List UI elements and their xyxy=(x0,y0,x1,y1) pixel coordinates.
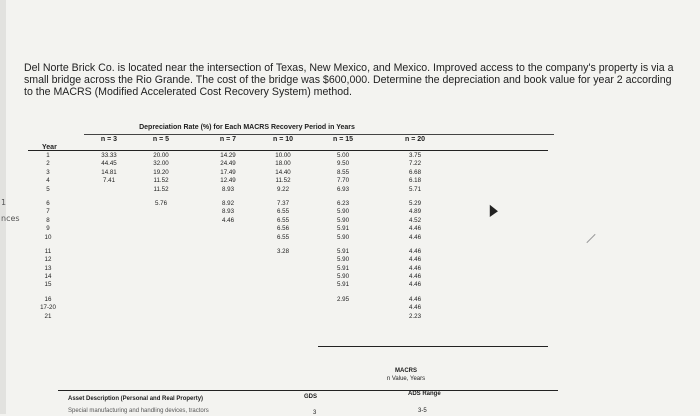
year-cell: 11 xyxy=(44,247,52,255)
header-n7: n = 7 xyxy=(219,136,237,143)
edge-mark: nces xyxy=(1,214,20,223)
rate-cell: 4.46 xyxy=(408,225,422,233)
asset-row-ads: 3-5 xyxy=(418,408,427,414)
rate-cell: 8.55 xyxy=(336,168,350,176)
rate-cell: 4.46 xyxy=(408,264,422,272)
rate-cell: 4.46 xyxy=(408,295,422,303)
header-n20: n = 20 xyxy=(404,136,426,143)
year-cell: 14 xyxy=(44,273,52,281)
rate-cell: 18.00 xyxy=(275,160,291,168)
year-column xyxy=(40,152,56,321)
rate-cell: 5.90 xyxy=(336,216,350,224)
year-cell: 6 xyxy=(46,199,50,207)
asset-description-header: Asset Description (Personal and Real Property) xyxy=(68,396,204,402)
rate-cell: 6.23 xyxy=(336,199,350,207)
rate-cell: 8.93 xyxy=(221,208,235,216)
rate-cell: 6.18 xyxy=(408,177,422,185)
column-n5 xyxy=(138,152,184,208)
rate-cell: 3.28 xyxy=(276,247,290,255)
rate-cell: 6.55 xyxy=(276,233,290,241)
rate-cell: 9.50 xyxy=(336,160,350,168)
rate-cell: 5.90 xyxy=(336,208,350,216)
rate-cell: 6.55 xyxy=(276,216,290,224)
rate-cell: 32.00 xyxy=(153,160,169,168)
year-cell: 9 xyxy=(46,225,50,233)
rate-cell: 12.49 xyxy=(220,177,236,185)
rate-cell: 17.49 xyxy=(220,168,236,176)
rate-cell: 5.90 xyxy=(336,273,350,281)
rate-cell: 5.91 xyxy=(336,264,350,272)
rate-cell: 4.52 xyxy=(408,216,422,224)
year-cell: 8 xyxy=(46,216,50,224)
rate-cell: 4.46 xyxy=(408,281,422,289)
rate-cell: 4.46 xyxy=(408,273,422,281)
rate-cell: 14.29 xyxy=(220,152,236,159)
column-n7 xyxy=(205,152,251,225)
year-cell: 16 xyxy=(44,295,52,303)
rate-cell: 5.90 xyxy=(336,256,350,264)
asset-row-gds: 3 xyxy=(313,410,317,416)
rate-cell: 5.76 xyxy=(154,199,168,207)
rate-cell: 6.68 xyxy=(408,168,422,176)
header-n5: n = 5 xyxy=(152,136,170,143)
rate-cell: 20.00 xyxy=(153,152,169,159)
gds-header: GDS xyxy=(304,394,318,400)
rate-cell: 6.55 xyxy=(276,208,290,216)
header-n3: n = 3 xyxy=(100,136,118,143)
table-title: Depreciation Rate (%) for Each MACRS Recovery Period in Years xyxy=(139,124,355,131)
column-n15 xyxy=(320,152,366,304)
rate-cell: 5.91 xyxy=(336,281,350,289)
rate-cell: 19.20 xyxy=(153,168,169,176)
rate-cell: 3.75 xyxy=(408,152,422,159)
macrs-header: MACRS xyxy=(395,368,417,374)
rate-cell: 5.90 xyxy=(336,233,350,241)
rate-cell: 14.81 xyxy=(101,168,117,176)
rate-cell: 9.22 xyxy=(276,185,290,193)
n-value-header: n Value, Years xyxy=(386,376,426,382)
year-cell: 1 xyxy=(46,152,50,159)
header-n15: n = 15 xyxy=(332,136,354,143)
year-cell: 10 xyxy=(44,233,52,241)
rate-cell: 4.46 xyxy=(408,233,422,241)
year-cell: 12 xyxy=(44,256,52,264)
edge-mark: 1 xyxy=(1,198,7,207)
year-cell: 4 xyxy=(46,177,50,185)
year-cell: 15 xyxy=(44,281,52,289)
rate-cell: 8.93 xyxy=(221,185,235,193)
asset-row: Special manufacturing and handling devices, tractors xyxy=(68,408,209,414)
table-bottom-rule xyxy=(318,346,548,347)
rate-cell: 11.52 xyxy=(275,177,291,185)
column-n10 xyxy=(260,152,306,256)
rate-cell: 44.45 xyxy=(101,160,117,168)
rate-cell: 5.00 xyxy=(336,152,350,159)
rate-cell: 5.91 xyxy=(336,225,350,233)
rate-cell: 14.40 xyxy=(275,168,291,176)
rate-cell: 11.52 xyxy=(153,177,169,185)
rate-cell: 5.29 xyxy=(408,199,422,207)
year-cell: 13 xyxy=(44,264,52,272)
rate-cell: 2.95 xyxy=(336,295,350,303)
lower-table-rule xyxy=(58,390,558,391)
rate-cell: 7.22 xyxy=(408,160,422,168)
year-cell: 7 xyxy=(46,208,50,216)
rate-cell: 6.93 xyxy=(336,185,350,193)
rate-cell: 5.91 xyxy=(336,247,350,255)
rate-cell: 2.23 xyxy=(408,312,422,320)
rate-cell: 24.49 xyxy=(220,160,236,168)
rate-cell: 4.46 xyxy=(408,256,422,264)
year-cell: 5 xyxy=(46,185,50,193)
column-n3 xyxy=(86,152,132,186)
rate-cell: 7.41 xyxy=(102,177,116,185)
rate-cell: 4.46 xyxy=(221,216,235,224)
rate-cell: 6.56 xyxy=(276,225,290,233)
rate-cell: 4.46 xyxy=(408,304,422,312)
rate-cell: 5.71 xyxy=(408,185,422,193)
rate-cell: 11.52 xyxy=(153,185,169,193)
year-cell: 21 xyxy=(44,312,52,320)
page-edge xyxy=(0,0,6,414)
header-bottom-rule xyxy=(28,150,548,151)
problem-statement xyxy=(24,62,674,98)
header-n10: n = 10 xyxy=(272,136,294,143)
problem-text: Del Norte Brick Co. is located near the intersection of Texas, New Mexico, and Mexico. Improved access to the company's property is via a small bridge across the Rio Grande. The cost of the bridge was $600,000. Determine the depreciation and book value for year 2 according to the MACRS (Modified Accelerated Cost Recovery System) method. xyxy=(24,62,674,98)
rate-cell: 4.46 xyxy=(408,247,422,255)
rate-cell: 8.92 xyxy=(221,199,235,207)
year-cell: 17-20 xyxy=(40,304,56,312)
rate-cell: 7.70 xyxy=(336,177,350,185)
ads-header: ADS Range xyxy=(408,391,441,397)
column-n20 xyxy=(392,152,438,321)
rate-cell: 7.37 xyxy=(276,199,290,207)
year-header: Year xyxy=(42,144,57,151)
rate-cell: 10.00 xyxy=(275,152,291,159)
rate-cell: 4.89 xyxy=(408,208,422,216)
year-cell: 3 xyxy=(46,168,50,176)
macrs-table xyxy=(28,120,668,414)
year-cell: 2 xyxy=(46,160,50,168)
header-rule xyxy=(84,134,554,135)
rate-cell: 33.33 xyxy=(101,152,117,159)
